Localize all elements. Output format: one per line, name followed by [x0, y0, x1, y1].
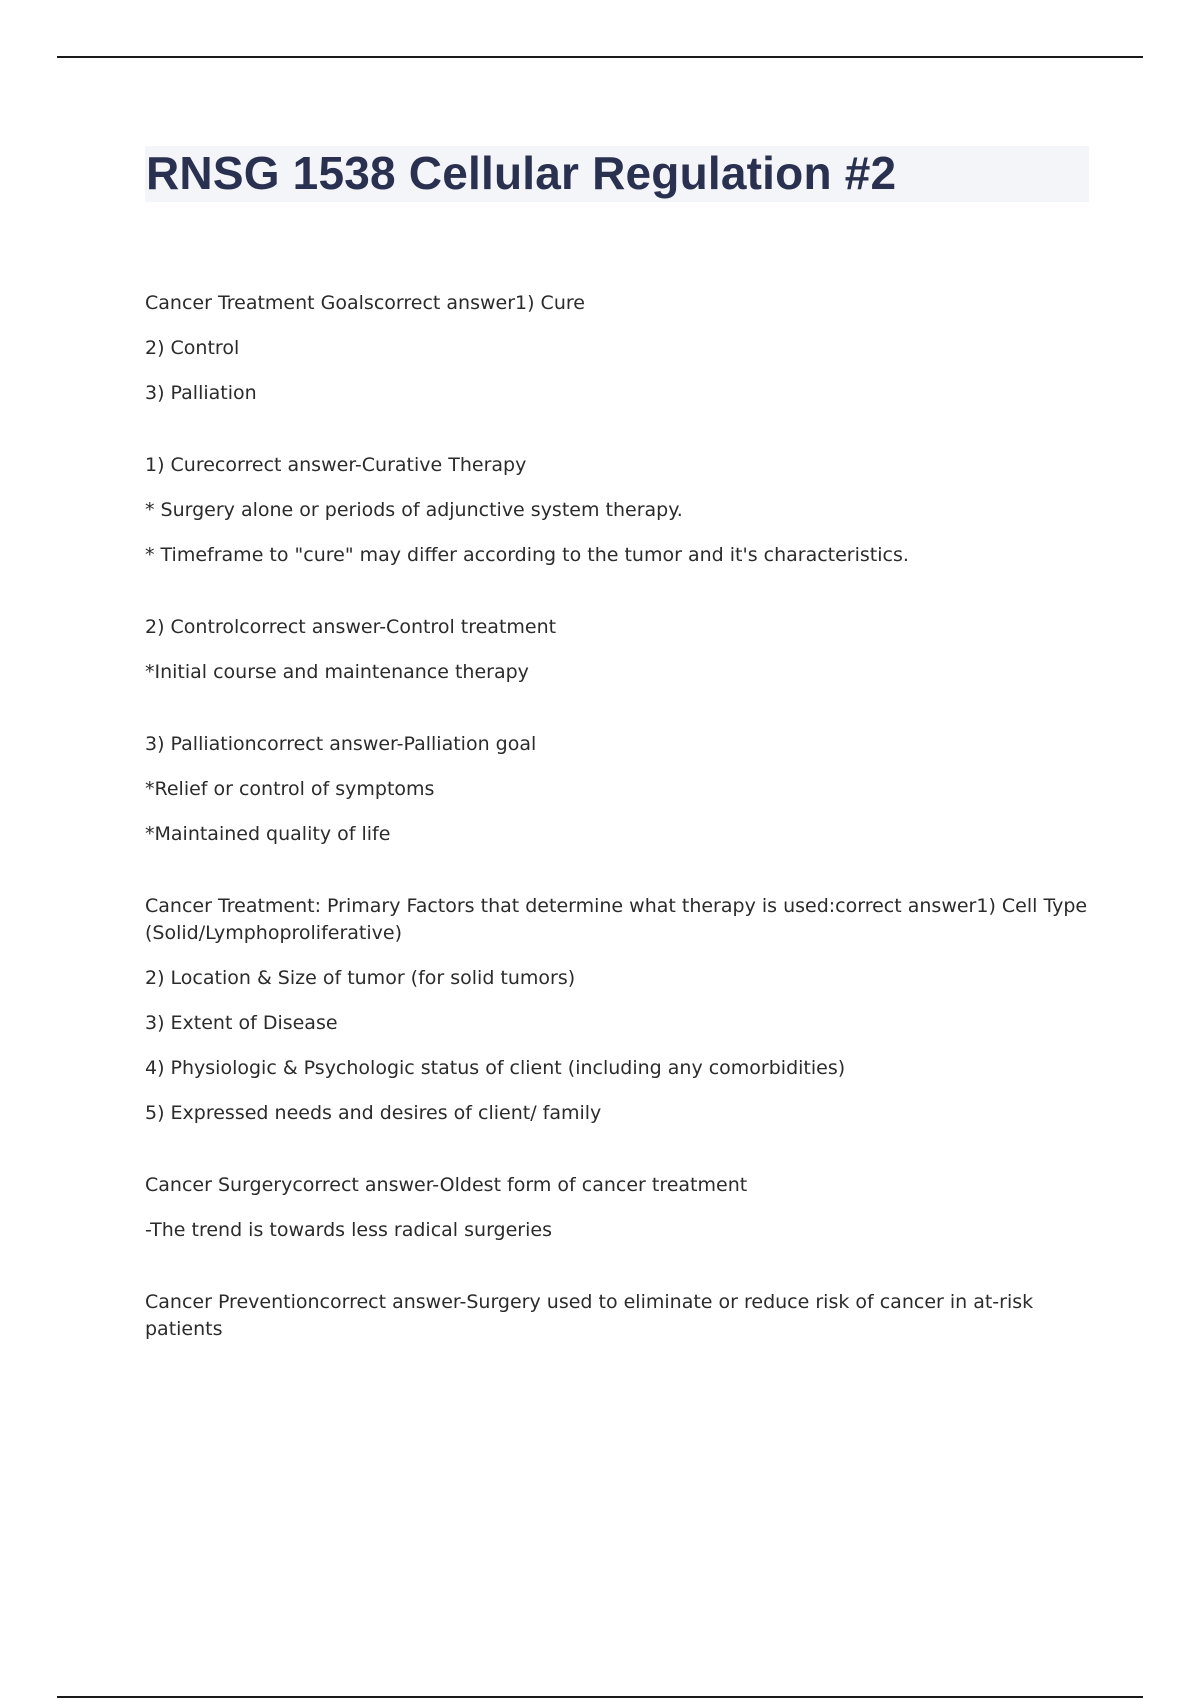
- section-control: [145, 614, 1095, 686]
- text-line: 3) Palliation: [145, 382, 257, 404]
- header-rule: [57, 56, 1143, 58]
- section-primary-factors: [145, 893, 1095, 1127]
- section-treatment-goals: [145, 290, 1095, 407]
- section-cure: [145, 452, 1095, 569]
- text-line: * Surgery alone or periods of adjunctive system therapy.: [145, 499, 683, 521]
- text-line: 2) Location & Size of tumor (for solid tumors): [145, 967, 576, 989]
- text-line: * Timeframe to "cure" may differ according to the tumor and it's characteristics.: [145, 544, 909, 566]
- section-cancer-prevention: [145, 1289, 1095, 1343]
- page-title: RNSG 1538 Cellular Regulation #2: [146, 147, 897, 199]
- text-line: 5) Expressed needs and desires of client/ family: [145, 1102, 602, 1124]
- text-line: 3) Palliationcorrect answer-Palliation goal: [145, 733, 537, 755]
- text-line: 2) Control: [145, 337, 240, 359]
- text-line: Cancer Treatment: Primary Factors that determine what therapy is used:correct answer1) Cell Type (Solid/Lymphoproliferative): [145, 895, 1088, 944]
- text-line: -The trend is towards less radical surgeries: [145, 1219, 552, 1241]
- text-line: Cancer Preventioncorrect answer-Surgery used to eliminate or reduce risk of cancer in at-risk patients: [145, 1291, 1034, 1340]
- text-line: *Maintained quality of life: [145, 823, 391, 845]
- document-body: [145, 290, 1095, 1388]
- text-line: Cancer Surgerycorrect answer-Oldest form of cancer treatment: [145, 1174, 748, 1196]
- section-cancer-surgery: [145, 1172, 1095, 1244]
- text-line: 3) Extent of Disease: [145, 1012, 338, 1034]
- text-line: 2) Controlcorrect answer-Control treatment: [145, 616, 557, 638]
- section-palliation: [145, 731, 1095, 848]
- text-line: *Initial course and maintenance therapy: [145, 661, 529, 683]
- text-line: Cancer Treatment Goalscorrect answer1) Cure: [145, 292, 585, 314]
- footer-rule: [57, 1696, 1143, 1698]
- text-line: 1) Curecorrect answer-Curative Therapy: [145, 454, 527, 476]
- text-line: *Relief or control of symptoms: [145, 778, 435, 800]
- text-line: 4) Physiologic & Psychologic status of client (including any comorbidities): [145, 1057, 846, 1079]
